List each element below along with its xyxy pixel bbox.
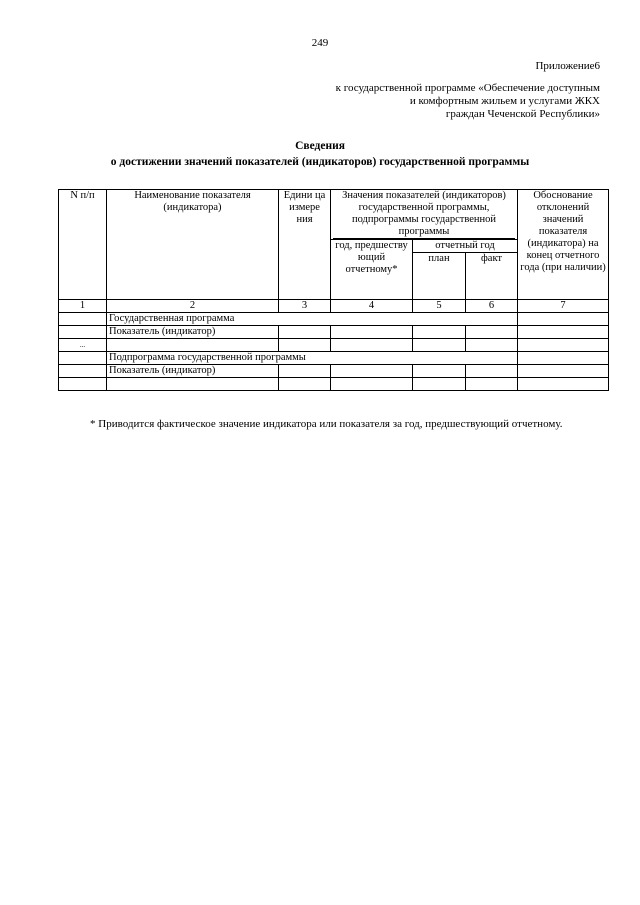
row-cell xyxy=(518,326,609,339)
column-number: 6 xyxy=(466,300,518,313)
row-cell xyxy=(466,378,518,391)
row-cell xyxy=(413,326,466,339)
header-fact: факт xyxy=(466,253,518,300)
row-cell xyxy=(279,339,331,352)
document-title: Сведения xyxy=(295,140,345,152)
table-row xyxy=(59,378,609,391)
row-num: ... xyxy=(59,339,107,352)
header-num: N п/п xyxy=(59,190,107,300)
header-report-year: отчетный год xyxy=(413,240,518,253)
header-unit: Едини ца измере ния xyxy=(279,190,331,300)
column-number: 1 xyxy=(59,300,107,313)
table-row xyxy=(59,365,609,378)
header-values-group xyxy=(331,190,518,240)
row-cell xyxy=(279,365,331,378)
column-number: 7 xyxy=(518,300,609,313)
header-prev-year: год, предшеству ющий отчетному* xyxy=(331,240,413,300)
row-section-title: Подпрограмма государственной программы xyxy=(107,352,518,365)
column-number: 3 xyxy=(279,300,331,313)
column-number: 2 xyxy=(107,300,279,313)
appendix-line-3: граждан Чеченской Республики» xyxy=(445,108,600,120)
row-cell xyxy=(466,339,518,352)
header-values-group-text: Значения показателей (индикаторов) государственной программы, подпрограммы государственной программы xyxy=(333,190,515,239)
row-name xyxy=(107,339,279,352)
row-num xyxy=(59,313,107,326)
row-cell xyxy=(331,339,413,352)
row-cell xyxy=(331,326,413,339)
row-cell xyxy=(279,326,331,339)
table-row xyxy=(59,313,609,326)
table-row xyxy=(59,352,609,365)
row-cell xyxy=(331,378,413,391)
table-row xyxy=(59,326,609,339)
row-cell xyxy=(279,378,331,391)
row-num xyxy=(59,378,107,391)
column-number: 5 xyxy=(413,300,466,313)
header-reason: Обоснование отклонений значений показателя (индикатора) на конец отчетного года (при наличии) xyxy=(518,190,609,300)
appendix-line-1: к государственной программе «Обеспечение доступным xyxy=(335,82,600,94)
row-reason xyxy=(518,352,609,365)
row-num xyxy=(59,352,107,365)
column-numbers-row xyxy=(59,300,609,313)
row-num xyxy=(59,365,107,378)
appendix-line-2: и комфортным жильем и услугами ЖКХ xyxy=(409,95,600,107)
row-cell xyxy=(466,365,518,378)
document-subtitle: о достижении значений показателей (индикаторов) государственной программы xyxy=(110,156,530,168)
row-num xyxy=(59,326,107,339)
footnote: * Приводится фактическое значение индикатора или показателя за год, предшествующий отчетному. xyxy=(90,418,563,430)
row-cell xyxy=(518,339,609,352)
indicators-table xyxy=(58,189,609,391)
column-number: 4 xyxy=(331,300,413,313)
row-name: Показатель (индикатор) xyxy=(107,326,279,339)
row-name: Показатель (индикатор) xyxy=(107,365,279,378)
appendix-title: Приложение6 xyxy=(535,60,600,72)
row-cell xyxy=(466,326,518,339)
row-cell xyxy=(413,365,466,378)
row-cell xyxy=(413,378,466,391)
row-cell xyxy=(413,339,466,352)
header-plan: план xyxy=(413,253,466,300)
row-cell xyxy=(518,378,609,391)
header-name: Наименование показателя (индикатора) xyxy=(107,190,279,300)
table-row xyxy=(59,339,609,352)
row-cell xyxy=(331,365,413,378)
row-name xyxy=(107,378,279,391)
row-section-title: Государственная программа xyxy=(107,313,518,326)
row-cell xyxy=(518,365,609,378)
row-reason xyxy=(518,313,609,326)
page-number: 249 xyxy=(311,37,329,49)
